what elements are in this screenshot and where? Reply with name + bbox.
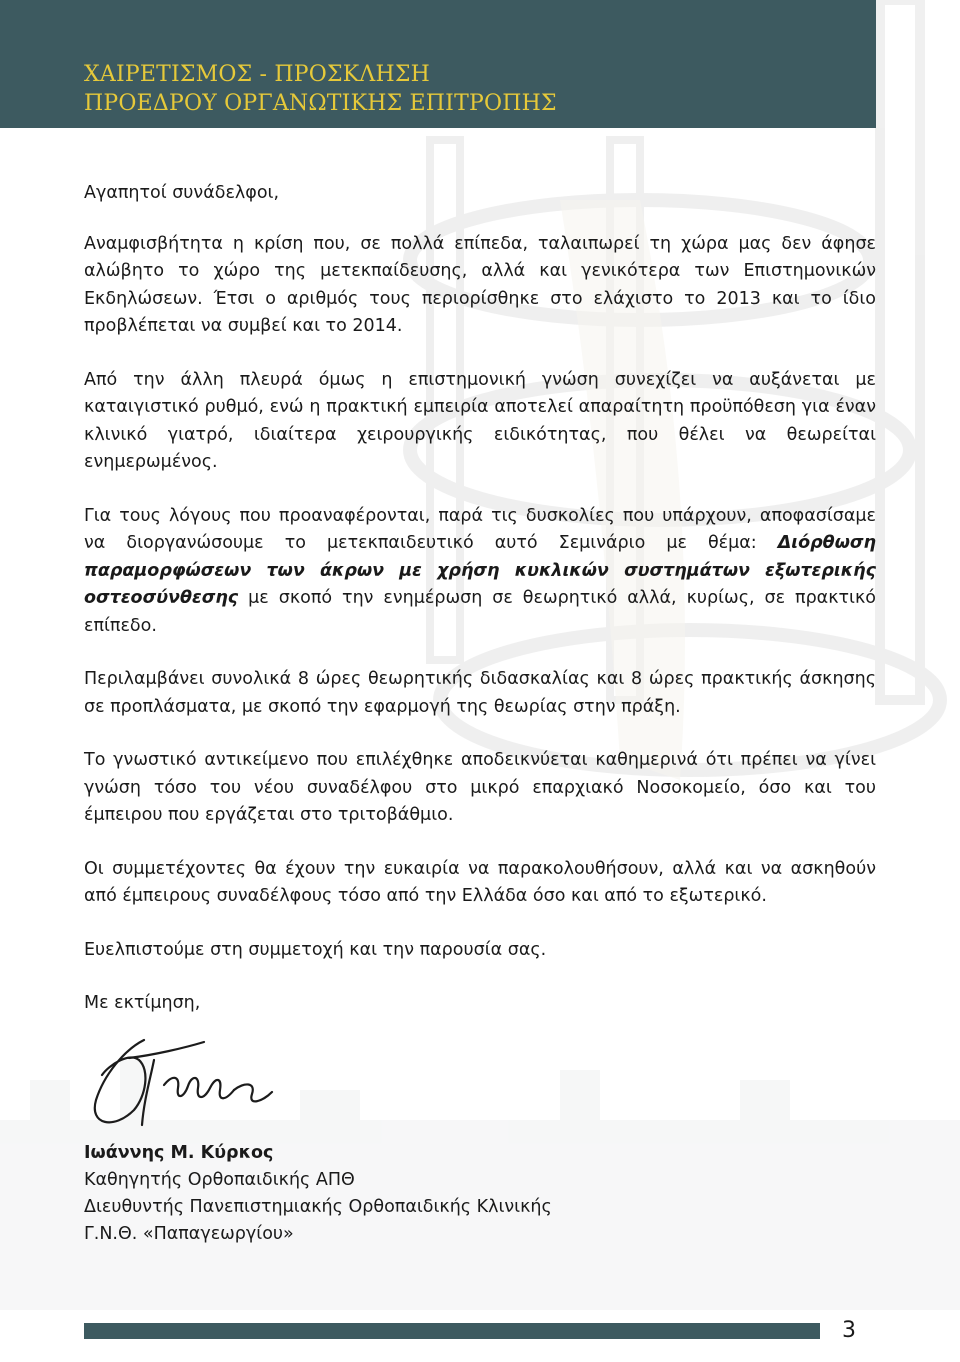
paragraph-3-end: με σκοπό την ενημέρωση σε θεωρητικό αλλά, κυρίως, σε πρακτικό επίπεδο. (84, 588, 876, 636)
signer-title-2: Διευθυντής Πανεπιστημιακής Ορθοπαιδικής Κλινικής (84, 1197, 552, 1217)
footer-bar (84, 1323, 820, 1339)
signer-name: Ιωάννης Μ. Κύρκος (84, 1143, 274, 1163)
paragraph-7: Ευελπιστούμε στη συμμετοχή και την παρουσία σας. (84, 939, 547, 960)
closing: Με εκτίμηση, (84, 993, 201, 1013)
signer-title-3: Γ.Ν.Θ. «Παπαγεωργίου» (84, 1224, 294, 1244)
handwritten-signature (84, 1030, 314, 1140)
signer-title-1: Καθηγητής Ορθοπαιδικής ΑΠΘ (84, 1170, 355, 1190)
paragraph-2: Από την άλλη πλευρά όμως η επιστημονική γνώση συνεχίζει να αυξάνεται με καταιγιστικό ρυθμό, ενώ η πρακτική εμπειρία αποτελεί απαραίτητη προϋπόθεση για έναν κλινικό γιατρό, ιδιαίτερα χειρουργικής ειδικότητας, που θέλει να θεωρείται ενημερωμένος. (84, 369, 876, 472)
paragraph-6: Οι συμμετέχοντες θα έχουν την ευκαιρία να παρακολουθήσουν, αλλά και να ασκηθούν από έμπειρους συναδέλφους τόσο από την Ελλάδα όσο και από το εξωτερικό. (84, 858, 876, 906)
title-line-1: ΧΑΙΡΕΤΙΣΜΟΣ - ΠΡΟΣΚΛΗΣΗ (84, 62, 430, 87)
page-number: 3 (842, 1318, 856, 1343)
title-line-2: ΠΡΟΕΔΡΟΥ ΟΡΓΑΝΩΤΙΚΗΣ ΕΠΙΤΡΟΠΗΣ (84, 91, 557, 116)
paragraph-5: Το γνωστικό αντικείμενο που επιλέχθηκε αποδεικνύεται καθημερινά ότι πρέπει να γίνει γνώση τόσο του νέου συναδέλφου στο μικρό επαρχιακό Νοσοκομείο, όσο και του έμπειρου που εργάζεται στο τριτοβάθμιο. (84, 750, 876, 825)
paragraph-3-start: Για τους λόγους που προαναφέρονται, παρά τις δυσκολίες που υπάρχουν, αποφασίσαμε να διοργανώσουμε το μετεκπαιδευτικό αυτό Σεμινάριο με θέμα: (84, 505, 876, 553)
seminar-topic: Διόρθωση παραμορφώσεων των άκρων με χρήση κυκλικών συστημάτων εξωτερικής οστεοσύνθεσης (84, 533, 876, 608)
signer-block (84, 1140, 784, 1248)
greeting: Αγαπητοί συνάδελφοι, (84, 183, 280, 203)
page-title (84, 60, 557, 118)
paragraph-4: Περιλαμβάνει συνολικά 8 ώρες θεωρητικής διδασκαλίας και 8 ώρες πρακτικής άσκησης σε προπλάσματα, με σκοπό την εφαρμογή της θεωρίας στην πράξη. (84, 669, 876, 717)
paragraph-1: Αναμφισβήτητα η κρίση που, σε πολλά επίπεδα, ταλαιπωρεί τη χώρα μας δεν άφησε αλώβητο το χώρο της μετεκπαίδευσης, αλλά και γενικότερα των Επιστημονικών Εκδηλώσεων. Έτσι ο αριθμός τους περιορίσθηκε στο ελάχιστο το 2013 και το ίδιο προβλέπεται να συμβεί και το 2014. (84, 233, 876, 336)
letter-body (84, 180, 876, 1044)
paragraph-3 (84, 503, 876, 641)
